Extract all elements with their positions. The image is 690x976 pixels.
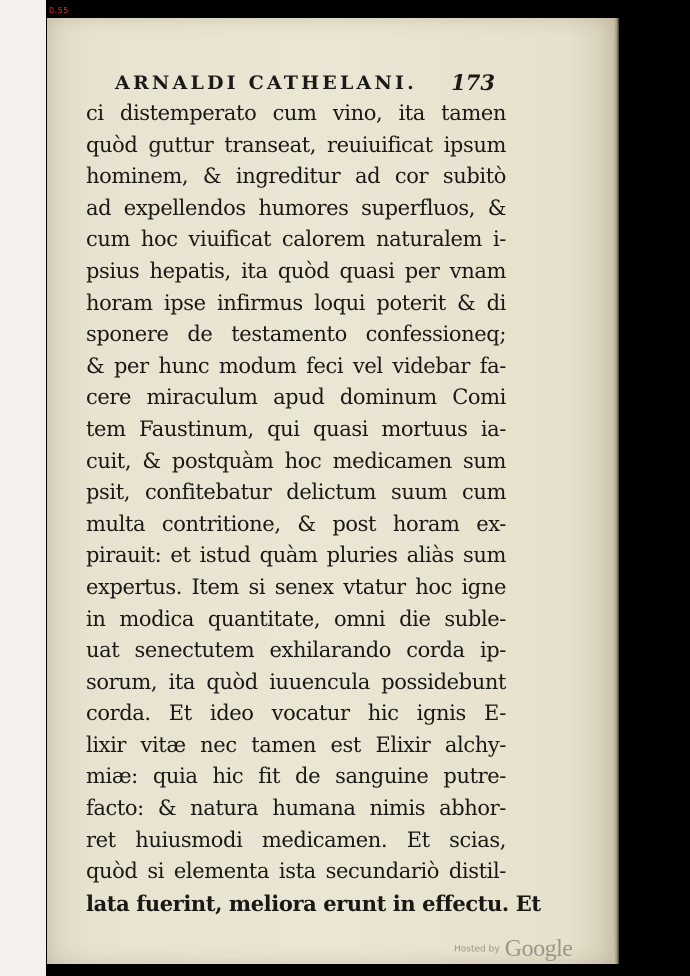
text-line: & per hunc modum feci vel videbar fa- xyxy=(86,353,506,378)
text-line: pirauit: et istud quàm pluries aliàs sum xyxy=(86,543,506,568)
text-line: quòd guttur transeat, reuiuificat ipsum xyxy=(86,132,506,157)
scan-corner-mark: 0.55 xyxy=(49,6,69,15)
text-line: sorum, ita quòd iuuencula possidebunt xyxy=(86,669,506,694)
text-line: ci distemperato cum vino, ita tamen xyxy=(86,101,506,125)
text-line: horam ipse infirmus loqui poterit & di xyxy=(86,290,506,315)
hosted-by-watermark xyxy=(454,936,572,963)
text-line: tem Faustinum, qui quasi mortuus ia- xyxy=(86,416,506,441)
page-number: 173 xyxy=(451,70,495,95)
scan-left-margin xyxy=(0,0,46,976)
text-line: lata fuerint, meliora erunt in effectu. Et xyxy=(86,890,541,916)
google-logo: Google xyxy=(504,936,573,962)
body-text xyxy=(86,98,541,919)
text-line: hominem, & ingreditur ad cor subitò xyxy=(86,164,506,189)
text-line: uat senectutem exhilarando corda ip- xyxy=(86,638,506,663)
text-line: quòd si elementa ista secundariò distil- xyxy=(86,859,506,884)
text-line: miæ: quia hic fit de sanguine putre- xyxy=(86,764,506,789)
text-line: psit, confitebatur delictum suum cum xyxy=(86,480,506,505)
text-line: corda. Et ideo vocatur hic ignis E- xyxy=(86,701,506,726)
text-line: multa contritione, & post horam ex- xyxy=(86,511,506,536)
text-line: lixir vitæ nec tamen est Elixir alchy- xyxy=(86,732,506,757)
header-title: ARNALDI CATHELANI. xyxy=(115,72,417,94)
text-line: ad expellendos humores superfluos, & xyxy=(86,195,506,220)
text-line: cere miraculum apud dominum Comi xyxy=(86,385,506,410)
text-line: expertus. Item si senex vtatur hoc igne xyxy=(86,574,506,599)
text-line: facto: & natura humana nimis abhor- xyxy=(86,796,506,821)
running-head xyxy=(115,72,495,98)
text-line: cuit, & postquàm hoc medicamen sum xyxy=(86,448,506,473)
text-line: sponere de testamento confessioneq; xyxy=(86,322,506,347)
text-line: psius hepatis, ita quòd quasi per vnam xyxy=(86,258,506,283)
text-line: in modica quantitate, omni die suble- xyxy=(86,606,506,631)
text-line: ret huiusmodi medicamen. Et scias, xyxy=(86,827,506,852)
hosted-by-label: Hosted by xyxy=(454,944,500,955)
text-line: cum hoc viuificat calorem naturalem i- xyxy=(86,227,506,252)
page-edge xyxy=(613,18,619,964)
